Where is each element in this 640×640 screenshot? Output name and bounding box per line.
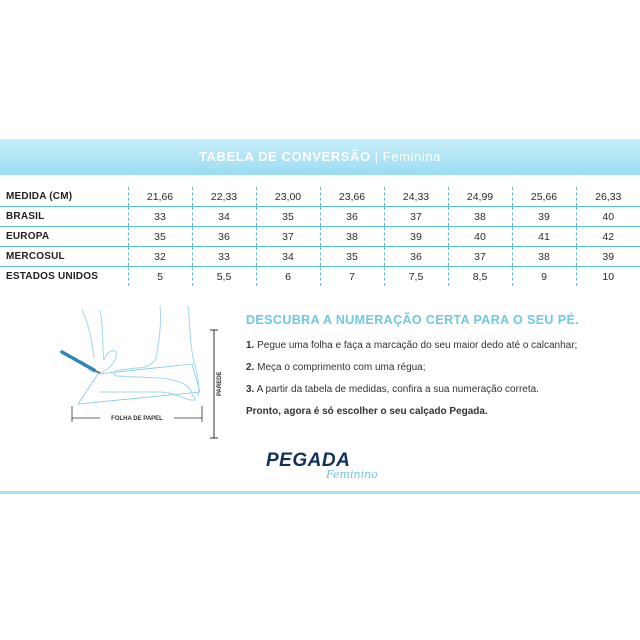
- table-cell: 39: [576, 247, 640, 267]
- table-cell: 40: [576, 207, 640, 227]
- table-row: [0, 227, 640, 247]
- conversion-table: [0, 187, 640, 286]
- table-cell: 25,66: [512, 187, 576, 207]
- table-cell: 7,5: [384, 267, 448, 287]
- title-bar: [0, 139, 640, 175]
- step-text: Pegue uma folha e faça a marcação do seu maior dedo até o calcanhar;: [254, 340, 578, 351]
- table-cell: 35: [320, 247, 384, 267]
- table-cell: 35: [256, 207, 320, 227]
- table-cell: 24,99: [448, 187, 512, 207]
- step-1: [246, 340, 577, 351]
- step-number: 3.: [246, 384, 255, 395]
- table-cell: 38: [320, 227, 384, 247]
- title-separator: |: [374, 149, 379, 164]
- table-cell: 41: [512, 227, 576, 247]
- table-cell: 33: [128, 207, 192, 227]
- table-title: [0, 139, 640, 175]
- table-cell: 22,33: [192, 187, 256, 207]
- table-cell: 8,5: [448, 267, 512, 287]
- table-cell: 5,5: [192, 267, 256, 287]
- table-cell: 34: [192, 207, 256, 227]
- row-label: BRASIL: [0, 207, 128, 227]
- table-cell: 6: [256, 267, 320, 287]
- table-cell: 24,33: [384, 187, 448, 207]
- table-cell: 39: [384, 227, 448, 247]
- table-cell: 38: [512, 247, 576, 267]
- foot-measure-diagram: [60, 296, 240, 446]
- table-cell: 37: [384, 207, 448, 227]
- table-row: [0, 247, 640, 267]
- step-text: Meça o comprimento com uma régua;: [254, 362, 426, 373]
- table-cell: 34: [256, 247, 320, 267]
- table-cell: 36: [384, 247, 448, 267]
- table-cell: 32: [128, 247, 192, 267]
- table-cell: 9: [512, 267, 576, 287]
- row-label: ESTADOS UNIDOS: [6, 271, 99, 282]
- row-label: MEDIDA (CM): [0, 187, 128, 207]
- table-cell: 36: [192, 227, 256, 247]
- pencil-icon: [62, 352, 100, 373]
- table-cell: 38: [448, 207, 512, 227]
- table-cell: 7: [320, 267, 384, 287]
- title-subtitle: Feminina: [382, 149, 441, 164]
- table-cell: 35: [128, 227, 192, 247]
- step-2: [246, 362, 426, 373]
- table-cell: 23,66: [320, 187, 384, 207]
- table-row: [0, 207, 640, 227]
- foot-outline: [100, 306, 196, 400]
- table-cell: 37: [448, 247, 512, 267]
- logo-subtitle: Feminino: [326, 468, 378, 481]
- logo-name: PEGADA: [266, 450, 351, 471]
- table-cell: 37: [256, 227, 320, 247]
- table-cell: 26,33: [576, 187, 640, 207]
- step-text: A partir da tabela de medidas, confira a sua numeração correta.: [254, 384, 539, 395]
- table-cell: 21,66: [128, 187, 192, 207]
- table-row: [0, 187, 640, 207]
- table-cell: 39: [512, 207, 576, 227]
- step-3: [246, 384, 539, 395]
- table-cell: 5: [128, 267, 192, 287]
- paper-label: FOLHA DE PAPEL: [111, 416, 163, 422]
- table-cell: 36: [320, 207, 384, 227]
- table-cell: 40: [448, 227, 512, 247]
- final-note: Pronto, agora é só escolher o seu calçado Pegada.: [246, 406, 488, 417]
- table-cell: 42: [576, 227, 640, 247]
- wall-label: PAREDE: [217, 371, 223, 396]
- table-row: [0, 267, 640, 287]
- instructions-heading: DESCUBRA A NUMERAÇÃO CERTA PARA O SEU PÉ.: [246, 313, 580, 327]
- row-label: EUROPA: [0, 227, 128, 247]
- table-cell: 33: [192, 247, 256, 267]
- hand-outline: [82, 310, 116, 373]
- step-number: 2.: [246, 362, 255, 373]
- title-main: TABELA DE CONVERSÃO: [198, 149, 371, 164]
- row-label: MERCOSUL: [0, 247, 128, 267]
- step-number: 1.: [246, 340, 255, 351]
- table-cell: 10: [576, 267, 640, 287]
- table-cell: 23,00: [256, 187, 320, 207]
- paper-sheet: [78, 364, 200, 404]
- bottom-divider: [0, 491, 640, 494]
- brand-logo: [266, 450, 386, 486]
